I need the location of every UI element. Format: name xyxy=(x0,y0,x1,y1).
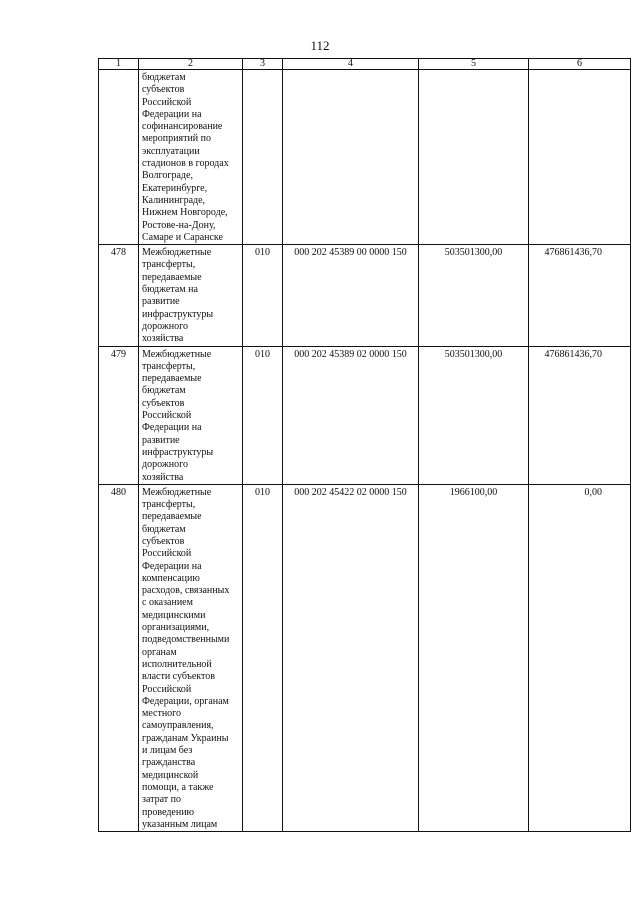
description-line: стадионов в городах xyxy=(142,158,229,170)
description-line: медицинской xyxy=(142,769,199,781)
description-line: развитие xyxy=(142,296,180,308)
page-number: 112 xyxy=(310,38,330,53)
description-line: субъектов xyxy=(142,535,185,547)
table-row xyxy=(99,245,631,346)
description-line: передаваемые xyxy=(142,373,202,385)
row-number-cell: 478 xyxy=(99,245,139,346)
budget-table xyxy=(98,58,631,832)
budget-code-cell: 000 202 45389 02 0000 150 xyxy=(283,346,419,484)
description-line: дорожного xyxy=(142,459,188,471)
column-header: 5 xyxy=(419,59,529,70)
budget-code-cell xyxy=(283,70,419,245)
table-row xyxy=(99,346,631,484)
description-line: компенсацию xyxy=(142,572,200,584)
column-header: 3 xyxy=(243,59,283,70)
executed-amount-cell xyxy=(529,70,631,245)
description-line: трансферты, xyxy=(142,499,196,511)
executed-amount-cell: 476861436,70 xyxy=(529,346,631,484)
row-number-cell: 480 xyxy=(99,484,139,831)
description-line: передаваемые xyxy=(142,511,202,523)
description-cell xyxy=(139,484,243,831)
description-line: Российской xyxy=(142,96,192,108)
description-line: бюджетам xyxy=(142,523,186,535)
description-line: дорожного xyxy=(142,320,188,332)
description-line: Федерации, органам xyxy=(142,695,229,707)
description-line: Калининграде, xyxy=(142,194,206,206)
column-header: 6 xyxy=(529,59,631,70)
description-line: Ростове-на-Дону, xyxy=(142,219,216,231)
admin-code-cell xyxy=(243,70,283,245)
description-line: организациями, xyxy=(142,622,210,634)
description-line: власти субъектов xyxy=(142,671,215,683)
approved-amount-cell xyxy=(419,70,529,245)
description-line: исполнительной xyxy=(142,658,212,670)
description-line: Федерации на xyxy=(142,422,202,434)
description-line: Российской xyxy=(142,548,192,560)
description-line: Межбюджетные xyxy=(142,486,212,498)
description-line: субъектов xyxy=(142,84,185,96)
approved-amount-cell: 503501300,00 xyxy=(419,245,529,346)
description-line: трансферты, xyxy=(142,360,196,372)
table-header-row xyxy=(99,59,631,70)
description-line: бюджетам xyxy=(142,72,186,83)
description-line: бюджетам на xyxy=(142,284,198,296)
approved-amount-cell: 503501300,00 xyxy=(419,346,529,484)
description-line: подведомственными xyxy=(142,634,230,646)
description-line: органам xyxy=(142,646,177,658)
budget-code-cell: 000 202 45422 02 0000 150 xyxy=(283,484,419,831)
description-line: с оказанием xyxy=(142,597,193,609)
description-line: хозяйства xyxy=(142,471,184,483)
description-line: мероприятий по xyxy=(142,133,211,145)
description-line: Федерации на xyxy=(142,560,202,572)
table-row xyxy=(99,484,631,831)
column-header: 1 xyxy=(99,59,139,70)
description-line: указанным лицам xyxy=(142,818,218,830)
description-line: местного xyxy=(142,708,182,720)
approved-amount-cell: 1966100,00 xyxy=(419,484,529,831)
executed-amount-cell: 476861436,70 xyxy=(529,245,631,346)
description-line: софинансирование xyxy=(142,121,223,133)
budget-code-cell: 000 202 45389 00 0000 150 xyxy=(283,245,419,346)
description-line: развитие xyxy=(142,434,180,446)
description-cell xyxy=(139,70,243,245)
description-line: трансферты, xyxy=(142,259,196,271)
description-line: Волгограде, xyxy=(142,170,193,182)
executed-amount-cell: 0,00 xyxy=(529,484,631,831)
column-header: 2 xyxy=(139,59,243,70)
admin-code-cell: 010 xyxy=(243,245,283,346)
description-line: Российской xyxy=(142,683,192,695)
description-line: Самаре и Саранске xyxy=(142,231,223,243)
description-line: Екатеринбурге, xyxy=(142,182,208,194)
description-line: проведению xyxy=(142,806,195,818)
description-line: Федерации на xyxy=(142,108,202,120)
description-line: и лицам без xyxy=(142,745,193,757)
description-cell xyxy=(139,245,243,346)
description-line: бюджетам xyxy=(142,385,186,397)
description-line: расходов, связанных xyxy=(142,585,230,597)
description-line: Межбюджетные xyxy=(142,247,212,259)
description-line: инфраструктуры xyxy=(142,308,214,320)
description-line: гражданам Украины xyxy=(142,732,229,744)
admin-code-cell: 010 xyxy=(243,484,283,831)
description-line: хозяйства xyxy=(142,333,184,345)
row-number-cell xyxy=(99,70,139,245)
description-line: гражданства xyxy=(142,757,196,769)
description-line: затрат по xyxy=(142,794,182,806)
description-line: эксплуатации xyxy=(142,145,200,157)
row-number-cell: 479 xyxy=(99,346,139,484)
description-line: Нижнем Новгороде, xyxy=(142,207,228,219)
description-line: самоуправления, xyxy=(142,720,214,732)
column-header: 4 xyxy=(283,59,419,70)
description-line: инфраструктуры xyxy=(142,446,214,458)
description-line: Межбюджетные xyxy=(142,348,212,360)
description-line: медицинскими xyxy=(142,609,206,621)
description-line: помощи, а также xyxy=(142,781,214,793)
table-row xyxy=(99,70,631,245)
description-cell xyxy=(139,346,243,484)
description-line: субъектов xyxy=(142,397,185,409)
description-line: передаваемые xyxy=(142,271,202,283)
admin-code-cell: 010 xyxy=(243,346,283,484)
description-line: Российской xyxy=(142,410,192,422)
